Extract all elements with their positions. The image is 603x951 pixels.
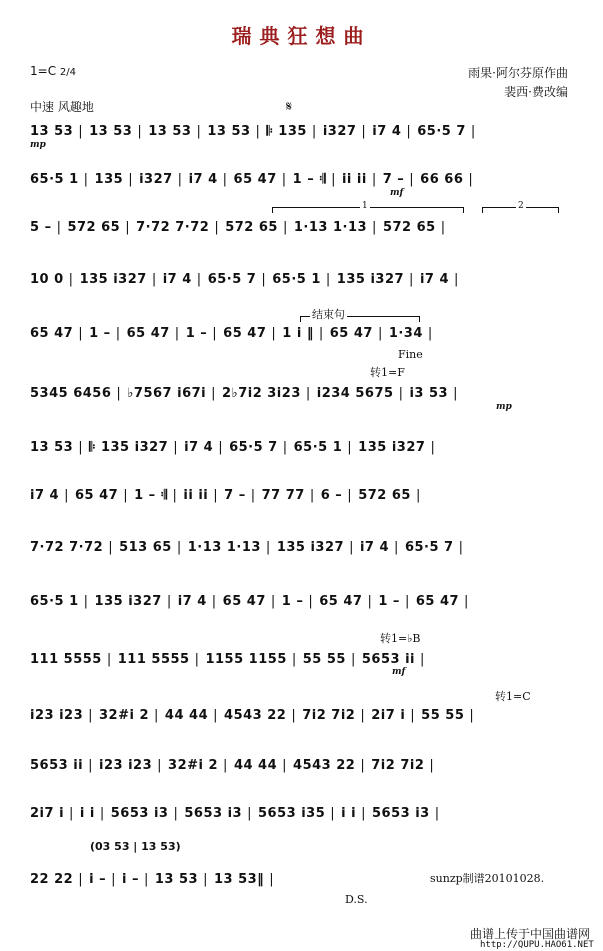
measure: 65·5 7 — [229, 440, 278, 455]
barline: | — [196, 124, 202, 139]
measure: 65 47 — [223, 326, 267, 341]
measure: 6 – — [320, 488, 343, 503]
notation-row-12 — [30, 708, 580, 724]
measure: 65 47 — [319, 594, 363, 609]
barline: | — [311, 124, 317, 139]
barline: | — [106, 652, 112, 667]
measure: 65·5 1 — [272, 272, 321, 287]
measure: 1 – — [378, 594, 400, 609]
measure: 5653 i3 — [110, 806, 169, 821]
measure: 1·13 1·13 — [293, 220, 368, 235]
barline: | — [173, 440, 179, 455]
barline: | — [255, 124, 261, 139]
measure: 44 44 — [233, 758, 278, 773]
notation-row-8 — [30, 488, 580, 504]
measure: 5653 i35 — [257, 806, 326, 821]
barline: | — [125, 220, 131, 235]
measure: 135 i327 — [276, 540, 345, 555]
barline: | — [212, 326, 218, 341]
barline: | — [211, 386, 217, 401]
barline: | — [78, 326, 84, 341]
measure: 572 65 — [382, 220, 436, 235]
barline: | — [429, 758, 435, 773]
barline: | — [469, 708, 475, 723]
barline: | — [174, 326, 180, 341]
barline: | — [454, 272, 459, 287]
measure: 2♭7i2 3i23 — [222, 386, 301, 401]
barline: | — [111, 872, 116, 887]
measure: 4543 22 — [293, 758, 356, 773]
measure: i7 4 — [359, 540, 390, 555]
barline: | — [176, 540, 182, 555]
barline: | — [151, 272, 157, 287]
measure: 7·72 7·72 — [30, 540, 104, 555]
barline: | — [347, 488, 353, 503]
measure: i i — [79, 806, 95, 821]
notation-row-4 — [30, 272, 580, 288]
barline: | — [194, 652, 200, 667]
measure: 10 0 — [30, 272, 64, 287]
measure: 7i2 7i2 — [371, 758, 425, 773]
barline: | — [69, 806, 74, 821]
measure: 55 55 — [421, 708, 465, 723]
barline: | — [115, 326, 121, 341]
barline: | — [265, 540, 271, 555]
measure: i – — [89, 872, 107, 887]
notation-row-9 — [30, 540, 580, 556]
barline: | — [350, 652, 356, 667]
measure: 65 47 — [329, 326, 373, 341]
measure: 1155 1155 — [205, 652, 287, 667]
measure: 1 – 𝄇 — [292, 172, 327, 187]
barline: | — [83, 594, 89, 609]
measure: 111 5555 — [117, 652, 190, 667]
barline: | — [157, 758, 163, 773]
barline: | — [222, 172, 228, 187]
measure: i327 — [322, 124, 357, 139]
barline: | — [250, 488, 256, 503]
measure: i – — [121, 872, 139, 887]
notation-row-1 — [30, 124, 580, 140]
measure: 65 47 — [30, 326, 74, 341]
measure: 572 65 — [358, 488, 411, 503]
barline: | — [173, 806, 179, 821]
barline: | — [261, 272, 267, 287]
barline: | — [78, 872, 84, 887]
barline: | — [282, 758, 288, 773]
measure: 2i7 i — [371, 708, 406, 723]
measure: 513 65 — [119, 540, 172, 555]
barline: | — [440, 220, 446, 235]
barline: | — [68, 272, 74, 287]
measure: i i — [341, 806, 357, 821]
notation-row-6 — [30, 386, 580, 402]
measure: 77 77 — [261, 488, 305, 503]
measure: 13 53 — [207, 124, 251, 139]
barline: | — [223, 758, 228, 773]
pickup-cue: (03 53 | 13 53) — [90, 840, 181, 853]
barline: | — [143, 872, 149, 887]
measure: 65 47 — [415, 594, 460, 609]
measure: 5653 ii — [30, 758, 84, 773]
barline: | — [88, 758, 94, 773]
measure: 13 53 — [89, 124, 133, 139]
transcriber-credit: sunzp制谱20101028. — [430, 872, 545, 885]
measure: 5653 i3 — [371, 806, 430, 821]
barline: | — [214, 220, 220, 235]
measure: 𝄆 135 i327 — [89, 440, 169, 455]
barline: | — [331, 172, 336, 187]
measure: 𝄆 135 — [266, 124, 307, 139]
measure: 1·13 1·13 — [187, 540, 261, 555]
measure: 5653 ii — [361, 652, 415, 667]
measure: 7i2 7i2 — [302, 708, 356, 723]
notation-row-11 — [30, 652, 580, 668]
measure: i23 i23 — [99, 758, 153, 773]
measure: 13 53‖ — [213, 872, 265, 887]
notation-row-3 — [30, 220, 580, 236]
barline: | — [372, 220, 377, 235]
second-ending-label: 2 — [518, 201, 524, 211]
dynamic-mf-second: mf — [392, 667, 406, 677]
barline: | — [78, 124, 84, 139]
barline: | — [128, 172, 134, 187]
barline: | — [468, 172, 474, 187]
barline: | — [330, 806, 336, 821]
measure: i7 4 — [419, 272, 450, 287]
barline: | — [56, 220, 62, 235]
barline: | — [291, 652, 297, 667]
measure: i7 4 — [184, 440, 214, 455]
notation-row-14 — [30, 806, 580, 822]
measure: 65·5 7 — [417, 124, 466, 139]
barline: | — [123, 488, 129, 503]
measure: 135 i327 — [79, 272, 147, 287]
barline: | — [409, 272, 414, 287]
arranger-credit: 裴西·费改编 — [504, 85, 568, 99]
barline: | — [361, 124, 367, 139]
measure: 4543 22 — [224, 708, 287, 723]
measure: 135 i327 — [336, 272, 405, 287]
measure: 65·5 1 — [293, 440, 343, 455]
barline: | — [196, 272, 202, 287]
barline: | — [213, 488, 219, 503]
measure: i327 — [139, 172, 173, 187]
coda-label: 结束句 — [312, 308, 345, 321]
barline: | — [203, 872, 208, 887]
key-time-signature — [30, 64, 76, 78]
barline: | — [371, 172, 377, 187]
dynamic-mp-start: mp — [30, 140, 46, 150]
measure: 32#i 2 — [168, 758, 219, 773]
barline: | — [108, 540, 114, 555]
barline: | — [282, 220, 288, 235]
key-signature: 1=C — [30, 64, 57, 78]
barline: | — [325, 272, 331, 287]
barline: | — [211, 594, 217, 609]
barline: | — [318, 326, 324, 341]
notation-row-13 — [30, 758, 580, 774]
barline: | — [305, 386, 311, 401]
barline: | — [430, 440, 436, 455]
measure: 65 47 — [233, 172, 277, 187]
measure: 1 – — [281, 594, 304, 609]
measure: 111 5555 — [30, 652, 102, 667]
barline: | — [172, 488, 178, 503]
barline: | — [394, 540, 399, 555]
barline: | — [415, 488, 421, 503]
barline: | — [406, 124, 412, 139]
measure: 65·5 1 — [30, 172, 79, 187]
dynamic-mf: mf — [390, 188, 404, 198]
measure: ii ii — [183, 488, 209, 503]
barline: | — [404, 594, 410, 609]
barline: | — [464, 594, 469, 609]
barline: | — [291, 708, 297, 723]
measure: 7·72 7·72 — [136, 220, 210, 235]
site-watermark: 曲谱上传于中国曲谱网 — [470, 927, 591, 941]
barline: | — [309, 488, 315, 503]
measure: 13 53 — [30, 124, 74, 139]
measure: 135 i327 — [94, 594, 162, 609]
barline: | — [347, 440, 353, 455]
measure: i7 4 — [30, 488, 60, 503]
measure: 22 22 — [30, 872, 74, 887]
barline: | — [453, 386, 458, 401]
dynamic-mp-second: mp — [496, 402, 512, 412]
barline: | — [410, 708, 416, 723]
barline: | — [166, 594, 172, 609]
measure: i7 4 — [177, 594, 207, 609]
measure: ♭7567 i67i — [127, 386, 207, 401]
barline: | — [308, 594, 314, 609]
tempo-marking: 中速 风趣地 — [30, 100, 94, 114]
measure: 1 – — [89, 326, 111, 341]
barline: | — [78, 440, 84, 455]
measure: 13 53 — [154, 872, 199, 887]
barline: | — [377, 326, 383, 341]
measure: 65·5 7 — [404, 540, 454, 555]
barline: | — [269, 872, 275, 887]
measure: 44 44 — [164, 708, 209, 723]
modulation-to-bb: 转1=♭B — [380, 632, 421, 645]
score-title: 瑞典狂想曲 — [231, 24, 372, 48]
barline: | — [360, 758, 366, 773]
barline: | — [360, 708, 366, 723]
notation-row-7 — [30, 440, 580, 456]
measure: 65·5 1 — [30, 594, 79, 609]
fine-marking: Fine — [398, 348, 423, 361]
measure: i234 5675 — [316, 386, 394, 401]
measure: 65 47 — [222, 594, 266, 609]
notation-row-10 — [30, 594, 580, 610]
measure: 1 i ‖ — [282, 326, 314, 341]
measure: 65 47 — [74, 488, 119, 503]
barline: | — [349, 540, 354, 555]
barline: | — [398, 386, 404, 401]
measure: 1·34 — [388, 326, 423, 341]
barline: | — [470, 124, 476, 139]
barline: | — [270, 594, 276, 609]
barline: | — [64, 488, 69, 503]
barline: | — [137, 124, 143, 139]
barline: | — [99, 806, 105, 821]
measure: 55 55 — [302, 652, 346, 667]
barline: | — [367, 594, 373, 609]
measure: i23 i23 — [30, 708, 84, 723]
barline: | — [177, 172, 183, 187]
notation-row-5 — [30, 326, 580, 342]
notation-row-2 — [30, 172, 580, 188]
barline: | — [271, 326, 277, 341]
measure: 572 65 — [225, 220, 278, 235]
measure: 5 – — [30, 220, 52, 235]
barline: | — [427, 326, 433, 341]
measure: 66 66 — [420, 172, 464, 187]
modulation-to-f: 转1=F — [370, 366, 405, 379]
measure: i7 4 — [372, 124, 402, 139]
measure: 65·5 7 — [207, 272, 257, 287]
barline: | — [116, 386, 122, 401]
ds-marking: D.S. — [345, 893, 368, 906]
barline: | — [88, 708, 94, 723]
measure: 13 53 — [148, 124, 192, 139]
measure: 572 65 — [67, 220, 121, 235]
measure: 135 i327 — [358, 440, 426, 455]
barline: | — [247, 806, 252, 821]
measure: i7 4 — [188, 172, 218, 187]
barline: | — [419, 652, 425, 667]
barline: | — [213, 708, 219, 723]
measure: i3 53 — [409, 386, 449, 401]
measure: 65 47 — [126, 326, 170, 341]
time-signature: 2/4 — [59, 67, 76, 78]
measure: ii ii — [341, 172, 367, 187]
measure: i7 4 — [162, 272, 192, 287]
modulation-to-c: 转1=C — [495, 690, 531, 703]
measure: 7 – — [382, 172, 405, 187]
first-ending-label: 1 — [362, 201, 368, 211]
barline: | — [458, 540, 464, 555]
barline: | — [282, 440, 288, 455]
measure: 5653 i3 — [184, 806, 243, 821]
measure: 7 – — [224, 488, 246, 503]
barline: | — [361, 806, 366, 821]
barline: | — [434, 806, 440, 821]
measure: 135 — [94, 172, 124, 187]
measure: 32#i 2 — [99, 708, 150, 723]
barline: | — [218, 440, 224, 455]
segno-icon: 𝄋 — [286, 99, 293, 115]
measure: 2i7 i — [30, 806, 65, 821]
composer-credit: 雨果·阿尔芬原作曲 — [468, 66, 568, 80]
barline: | — [281, 172, 287, 187]
barline: | — [83, 172, 89, 187]
site-url[interactable]: http://QUPU.HAO61.NET — [480, 940, 594, 950]
measure: 1 – — [185, 326, 208, 341]
measure: 1 – 𝄇 — [134, 488, 168, 503]
measure: 5345 6456 — [30, 386, 112, 401]
measure: 13 53 — [30, 440, 74, 455]
barline: | — [154, 708, 159, 723]
barline: | — [409, 172, 415, 187]
